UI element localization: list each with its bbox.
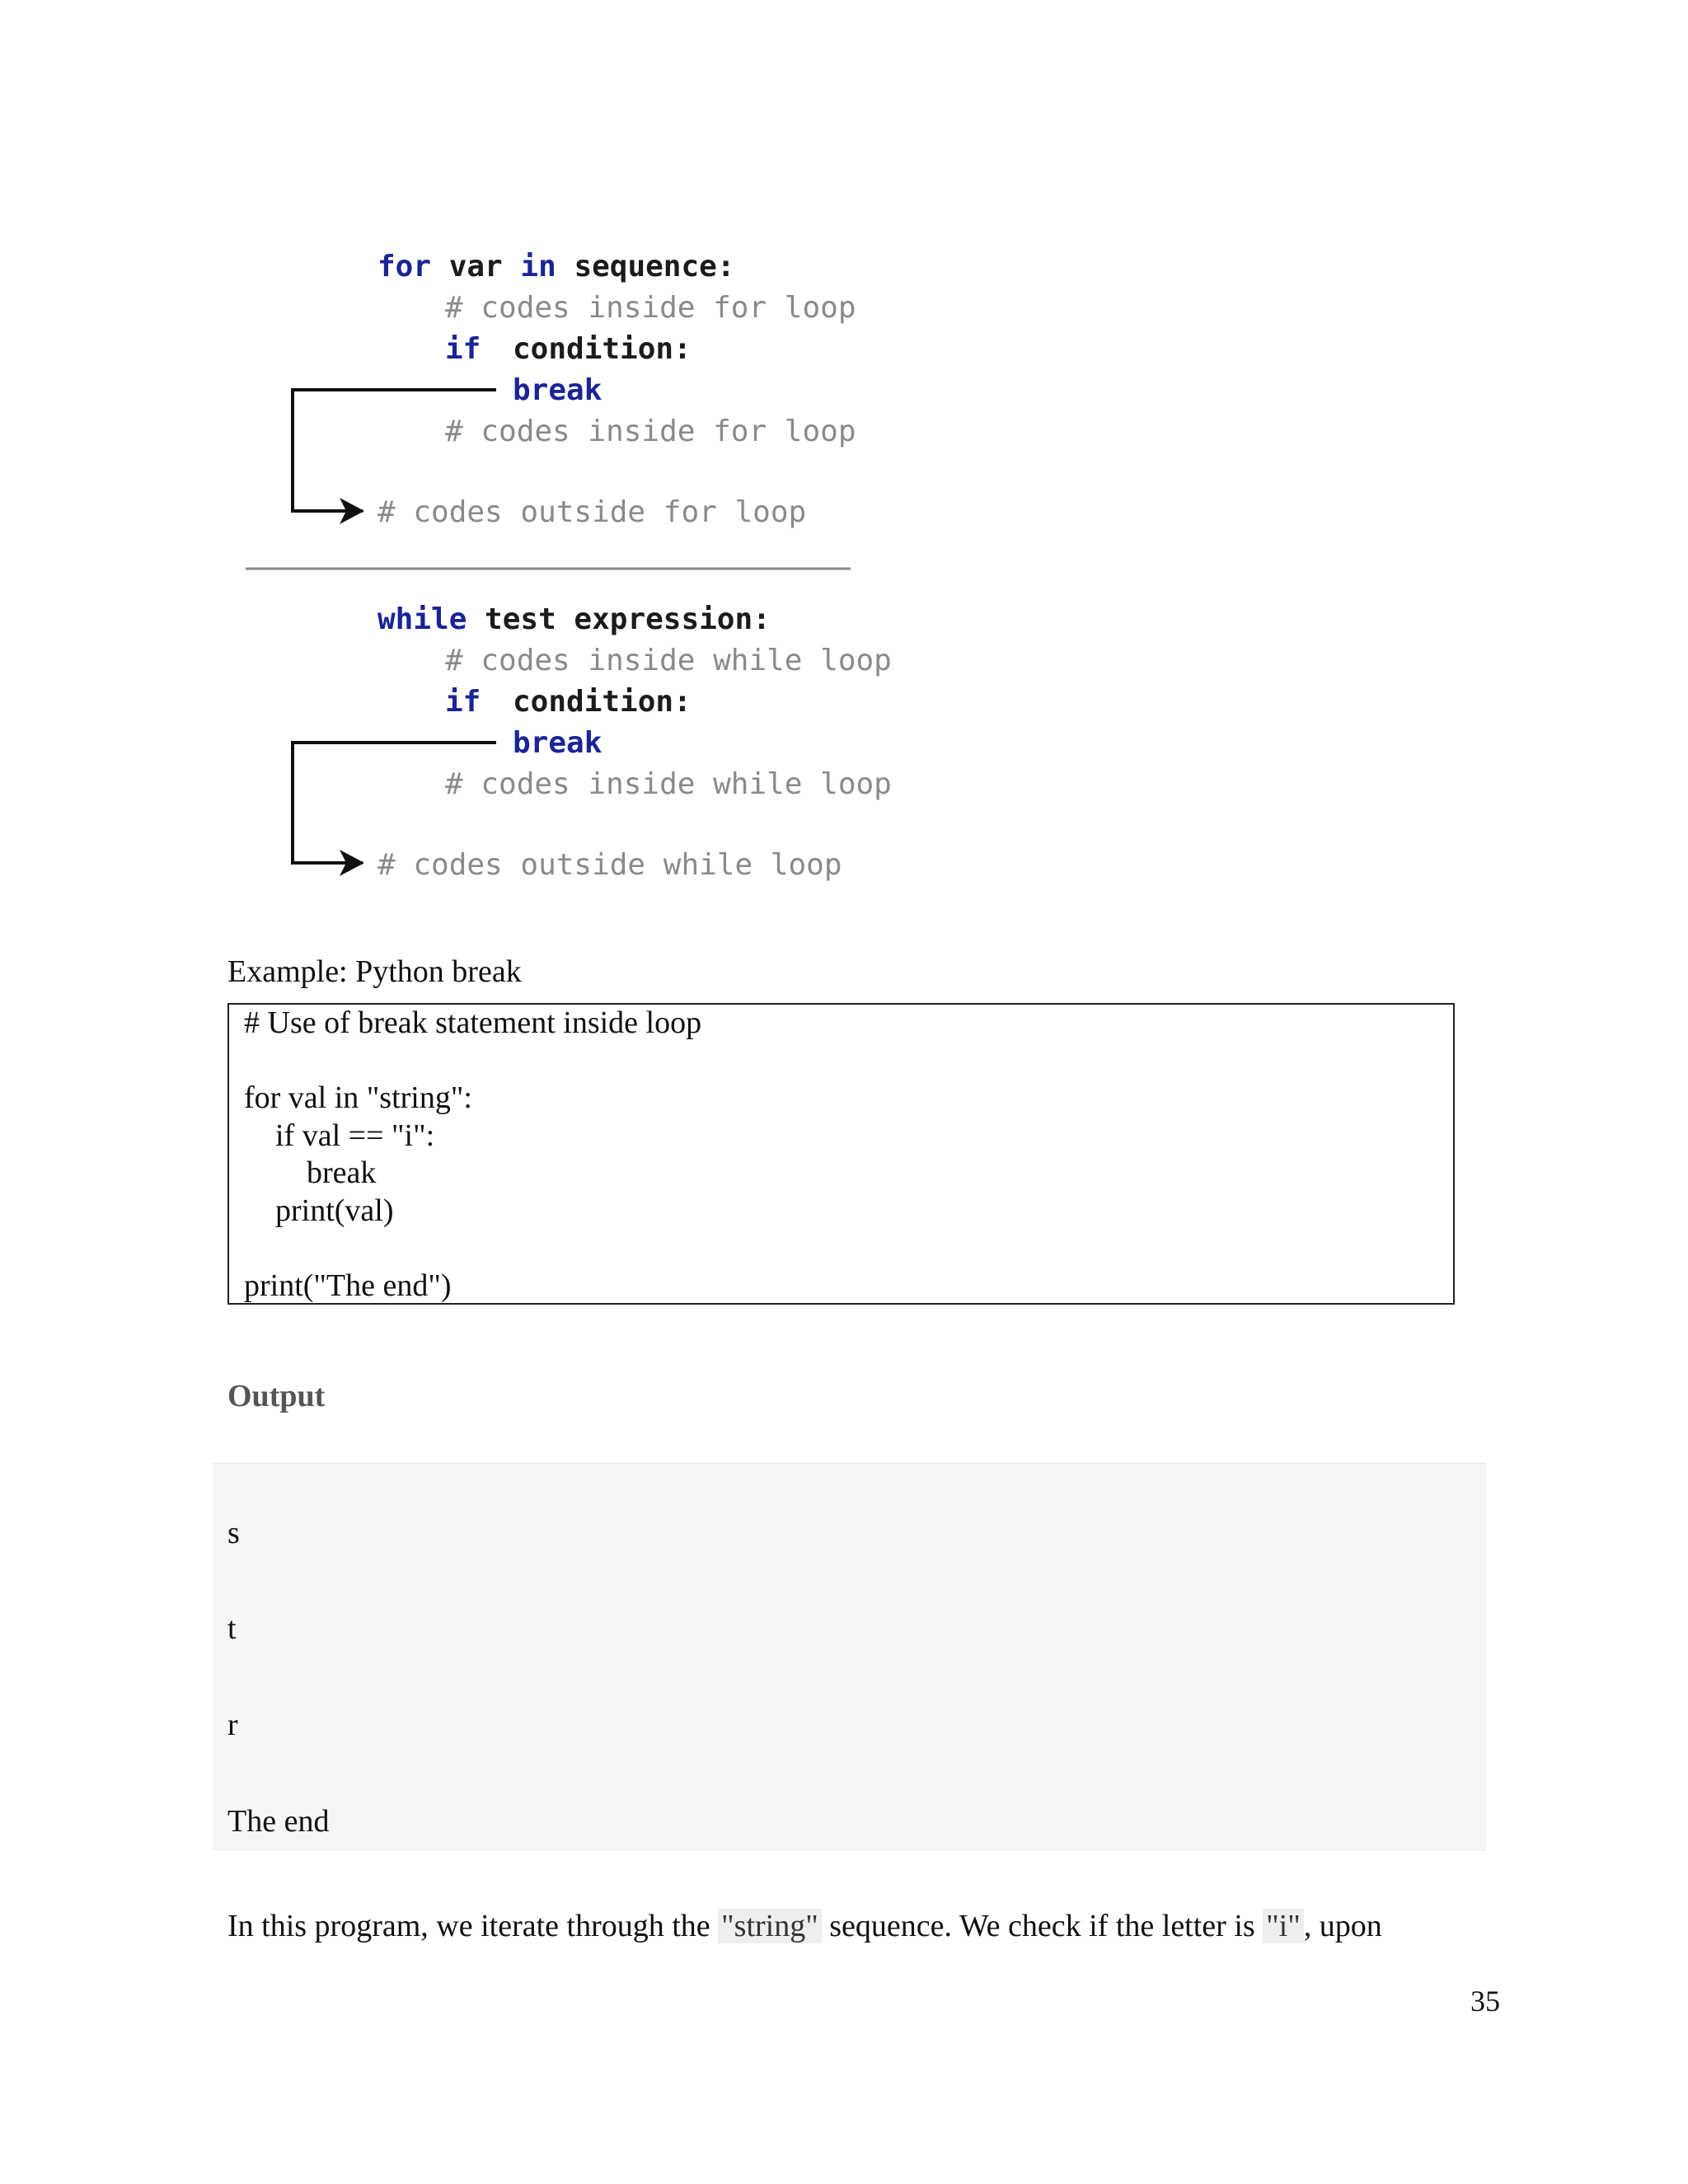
keyword-token: for <box>377 250 432 284</box>
code-line: if val == "i": <box>244 1118 435 1153</box>
while-comment-inside-1: # codes inside while loop <box>445 644 892 677</box>
while-loop-header <box>377 602 771 636</box>
for-if-keyword: if <box>445 332 481 366</box>
code-line: # Use of break statement inside loop <box>244 1005 702 1040</box>
code-line: break <box>244 1155 377 1190</box>
explanation-paragraph <box>227 1905 1497 1947</box>
paragraph-text: sequence. We check if the letter is <box>821 1909 1264 1943</box>
while-comment-inside-2: # codes inside while loop <box>445 767 892 801</box>
example-caption: Example: Python break <box>227 954 522 989</box>
code-line <box>244 1230 1453 1268</box>
page-number: 35 <box>1470 1985 1500 2018</box>
code-line: print(val) <box>244 1193 394 1228</box>
code-token: var <box>431 250 521 284</box>
keyword-token: while <box>377 602 467 636</box>
break-flow-diagram <box>0 0 1688 923</box>
for-comment-inside-2: # codes inside for loop <box>445 415 856 448</box>
while-condition: condition: <box>513 685 692 719</box>
paragraph-text: In this program, we iterate through the <box>227 1909 719 1943</box>
output-line: t <box>227 1611 237 1646</box>
for-comment-outside: # codes outside for loop <box>377 495 807 529</box>
code-token: sequence: <box>556 250 735 284</box>
while-if-keyword: if <box>445 685 481 719</box>
code-line <box>244 1043 1453 1080</box>
while-comment-outside: # codes outside while loop <box>377 848 842 882</box>
example-code-box <box>227 1003 1455 1305</box>
while-break-arrow <box>293 743 496 863</box>
while-break-keyword: break <box>513 726 603 760</box>
for-break-keyword: break <box>513 373 603 407</box>
code-token: test expression: <box>467 602 771 636</box>
for-condition: condition: <box>513 332 692 366</box>
code-line: for val in "string": <box>244 1080 472 1115</box>
inline-code-i: "i" <box>1263 1909 1304 1943</box>
output-box <box>213 1463 1486 1850</box>
for-loop-header <box>377 250 735 284</box>
output-line: r <box>227 1708 238 1742</box>
inline-code-string: "string" <box>718 1909 822 1943</box>
for-break-arrow <box>293 390 496 511</box>
output-line: The end <box>227 1804 330 1839</box>
paragraph-text: , upon <box>1303 1909 1382 1943</box>
code-line: print("The end") <box>244 1268 452 1303</box>
output-line: s <box>227 1516 240 1550</box>
keyword-token: in <box>520 250 556 284</box>
output-heading: Output <box>227 1379 326 1413</box>
for-comment-inside-1: # codes inside for loop <box>445 291 856 325</box>
